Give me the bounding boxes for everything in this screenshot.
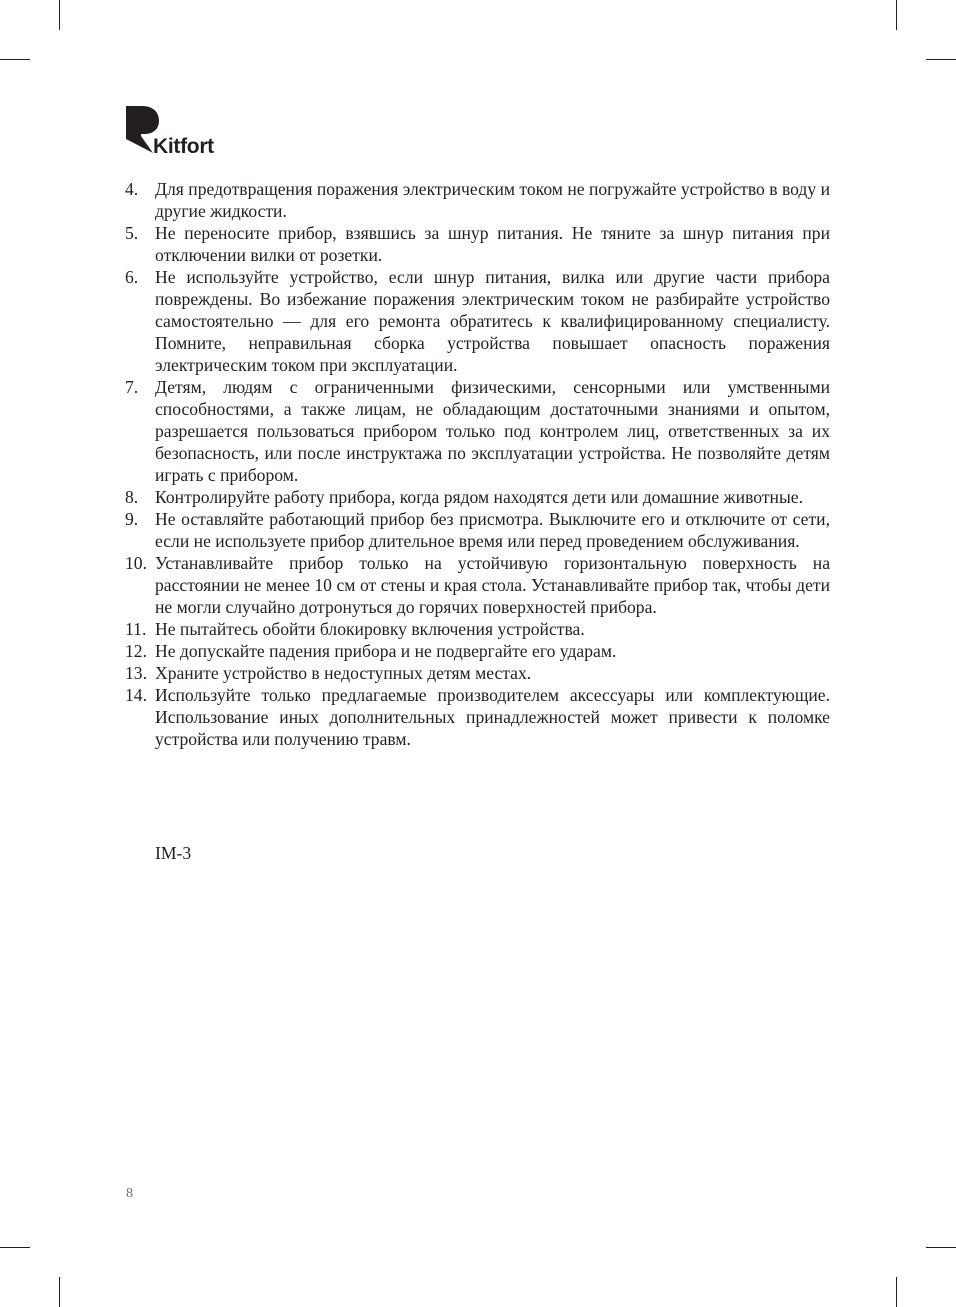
- list-item-text: Контролируйте работу прибора, когда рядом находятся дети или домашние животные.: [155, 487, 803, 507]
- list-item: [125, 376, 830, 486]
- model-code: IM-3: [155, 843, 192, 863]
- list-item-number: 13.: [125, 663, 147, 683]
- list-item-number: 4.: [125, 179, 139, 199]
- rules-list: [125, 178, 830, 750]
- list-item-number: 11.: [125, 619, 147, 639]
- brand-name: Kitfort: [153, 135, 214, 158]
- list-item-text: Детям, людям с ограниченными физическими, сенсорными или умственными способностями, а также лицам, не обладающим достаточными знаниями и опытом, разрешается пользоваться прибором только под контролем лиц, ответственных за их безопасность, или после инструктажа по эксплуатации устройства. Не позволяйте детям играть с прибором.: [155, 377, 830, 485]
- list-item-text: Храните устройство в недоступных детям местах.: [155, 663, 532, 683]
- crop-mark-top-left: [59, 0, 60, 30]
- crop-mark-right-bottom: [926, 1247, 956, 1248]
- list-item: [125, 618, 830, 640]
- list-item: [125, 266, 830, 376]
- list-item-number: 14.: [125, 685, 147, 705]
- list-item-text: Не используйте устройство, если шнур питания, вилка или другие части прибора повреждены. Во избежание поражения электрическим током не разбирайте устройство самостоятельно — для его ремонта обратитесь к квалифицированному специалисту. Помните, неправильная сборка устройства повышает опасность поражения электрическим током при эксплуатации.: [155, 267, 830, 375]
- crop-mark-top-right: [896, 0, 897, 30]
- list-item-text: Устанавливайте прибор только на устойчивую горизонтальную поверхность на расстоянии не менее 10 см от стены и края стола. Устанавливайте прибор так, чтобы дети не могли случайно дотронуться до горячих поверхностей прибора.: [155, 553, 830, 617]
- list-item-text: Для предотвращения поражения электрическим током не погружайте устройство в воду и другие жидкости.: [155, 179, 830, 221]
- page-number: 8: [126, 1186, 133, 1201]
- crop-mark-bottom-left: [59, 1277, 60, 1307]
- list-item-number: 8.: [125, 487, 139, 507]
- list-item: [125, 508, 830, 552]
- list-item-text: Используйте только предлагаемые производителем аксессуары или комплектующие. Использование иных дополнительных принадлежностей может привести к поломке устройства или получению травм.: [155, 685, 830, 749]
- list-item-number: 5.: [125, 223, 139, 243]
- list-item-text: Не переносите прибор, взявшись за шнур питания. Не тяните за шнур питания при отключении вилки от розетки.: [155, 223, 830, 265]
- crop-mark-left-bottom: [0, 1247, 30, 1248]
- list-item: [125, 222, 830, 266]
- list-item: [125, 684, 830, 750]
- list-item-number: 12.: [125, 641, 147, 661]
- brand-logo: [126, 106, 226, 158]
- list-item: [125, 178, 830, 222]
- list-item-text: Не оставляйте работающий прибор без присмотра. Выключите его и отключите от сети, если не используете прибор длительное время или перед проведением обслуживания.: [155, 509, 830, 551]
- list-item-number: 7.: [125, 377, 139, 397]
- list-item: [125, 552, 830, 618]
- list-item: [125, 662, 830, 684]
- list-item-text: Не допускайте падения прибора и не подвергайте его ударам.: [155, 641, 617, 661]
- crop-mark-bottom-right: [896, 1277, 897, 1307]
- safety-instructions: [125, 178, 830, 750]
- list-item-text: Не пытайтесь обойти блокировку включения устройства.: [155, 619, 585, 639]
- list-item-number: 9.: [125, 509, 139, 529]
- list-item: [125, 640, 830, 662]
- crop-mark-right-top: [926, 59, 956, 60]
- list-item: [125, 486, 830, 508]
- list-item-number: 6.: [125, 267, 139, 287]
- crop-mark-left-top: [0, 59, 30, 60]
- list-item-number: 10.: [125, 553, 147, 573]
